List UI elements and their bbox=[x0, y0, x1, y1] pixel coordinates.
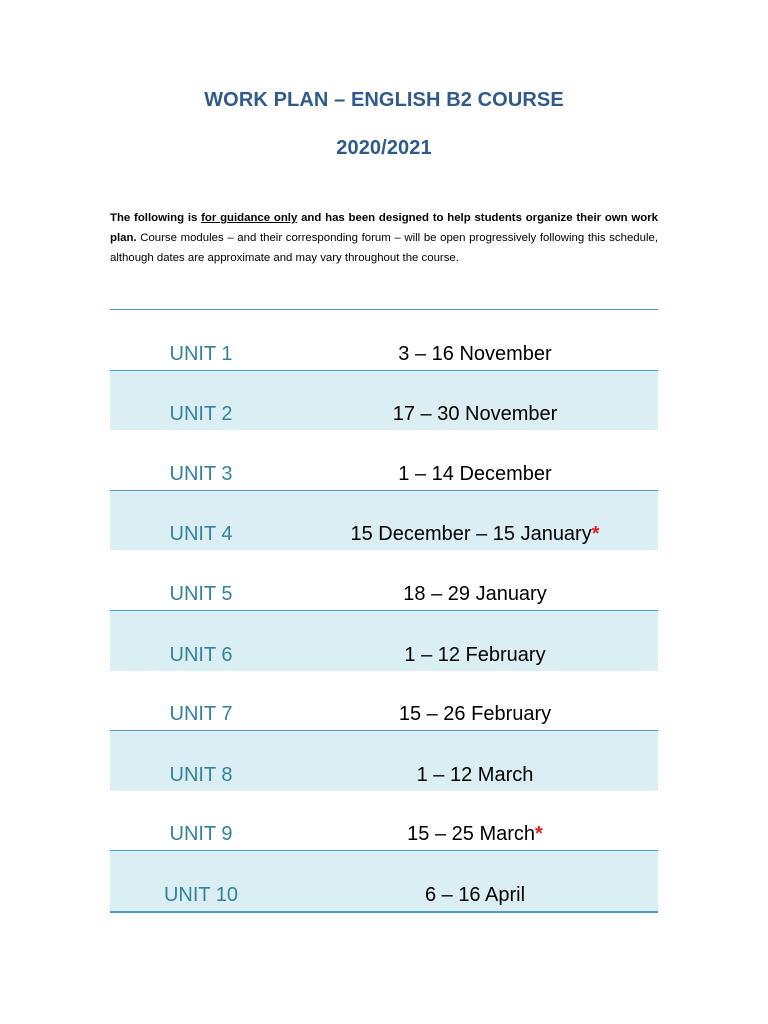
intro-text-start: The following is bbox=[110, 212, 202, 224]
table-row bbox=[110, 310, 658, 370]
unit-label: UNIT 6 bbox=[169, 643, 233, 666]
table-row bbox=[110, 610, 658, 671]
intro-text-middle: and has been designed to help students organize their own work plan. bbox=[110, 212, 658, 244]
dates-text: 18 – 29 January bbox=[403, 582, 547, 605]
unit-dates bbox=[292, 463, 658, 486]
asterisk-mark: * bbox=[535, 823, 543, 846]
unit-dates bbox=[292, 823, 658, 846]
dates-text: 1 – 14 December bbox=[398, 462, 552, 485]
unit-dates bbox=[292, 703, 658, 726]
unit-label: UNIT 7 bbox=[169, 703, 233, 726]
unit-dates bbox=[292, 884, 658, 907]
unit-label: UNIT 2 bbox=[169, 403, 233, 426]
page-title: WORK PLAN – ENGLISH B2 COURSE bbox=[204, 89, 564, 111]
unit-dates bbox=[292, 403, 658, 426]
dates-text: 15 – 25 March bbox=[407, 823, 536, 846]
unit-label: UNIT 3 bbox=[169, 462, 233, 485]
dates-text: 17 – 30 November bbox=[392, 403, 558, 426]
unit-dates bbox=[292, 644, 658, 667]
course-year: 2020/2021 bbox=[336, 137, 432, 159]
unit-label: UNIT 1 bbox=[169, 342, 233, 365]
dates-text: 15 December – 15 January bbox=[350, 523, 592, 546]
table-row bbox=[110, 490, 658, 551]
table-row bbox=[110, 550, 658, 610]
dates-text: 15 – 26 February bbox=[398, 703, 552, 726]
intro-text-end: Course modules – and their corresponding forum – will be open progressively following this schedule, although dates are approximate and may vary throughout the course. bbox=[110, 232, 658, 264]
table-row bbox=[110, 430, 658, 490]
dates-text: 3 – 16 November bbox=[398, 342, 552, 365]
intro-guidance-emphasis: for guidance only bbox=[201, 212, 298, 224]
unit-dates bbox=[292, 523, 658, 546]
table-row bbox=[110, 791, 658, 851]
intro-paragraph bbox=[110, 208, 658, 268]
table-row bbox=[110, 671, 658, 731]
unit-label: UNIT 8 bbox=[169, 763, 233, 786]
unit-label: UNIT 5 bbox=[169, 582, 233, 605]
dates-text: 1 – 12 February bbox=[404, 643, 546, 666]
unit-dates bbox=[292, 764, 658, 787]
table-row bbox=[110, 730, 658, 791]
unit-dates bbox=[292, 583, 658, 606]
table-row bbox=[110, 850, 658, 911]
table-row bbox=[110, 370, 658, 431]
dates-text: 1 – 12 March bbox=[416, 763, 534, 786]
unit-dates bbox=[292, 343, 658, 366]
unit-label: UNIT 10 bbox=[163, 883, 239, 906]
dates-text: 6 – 16 April bbox=[424, 883, 526, 906]
unit-label: UNIT 4 bbox=[169, 523, 233, 546]
schedule-table bbox=[110, 309, 658, 913]
unit-label: UNIT 9 bbox=[169, 823, 233, 846]
asterisk-mark: * bbox=[591, 523, 600, 546]
